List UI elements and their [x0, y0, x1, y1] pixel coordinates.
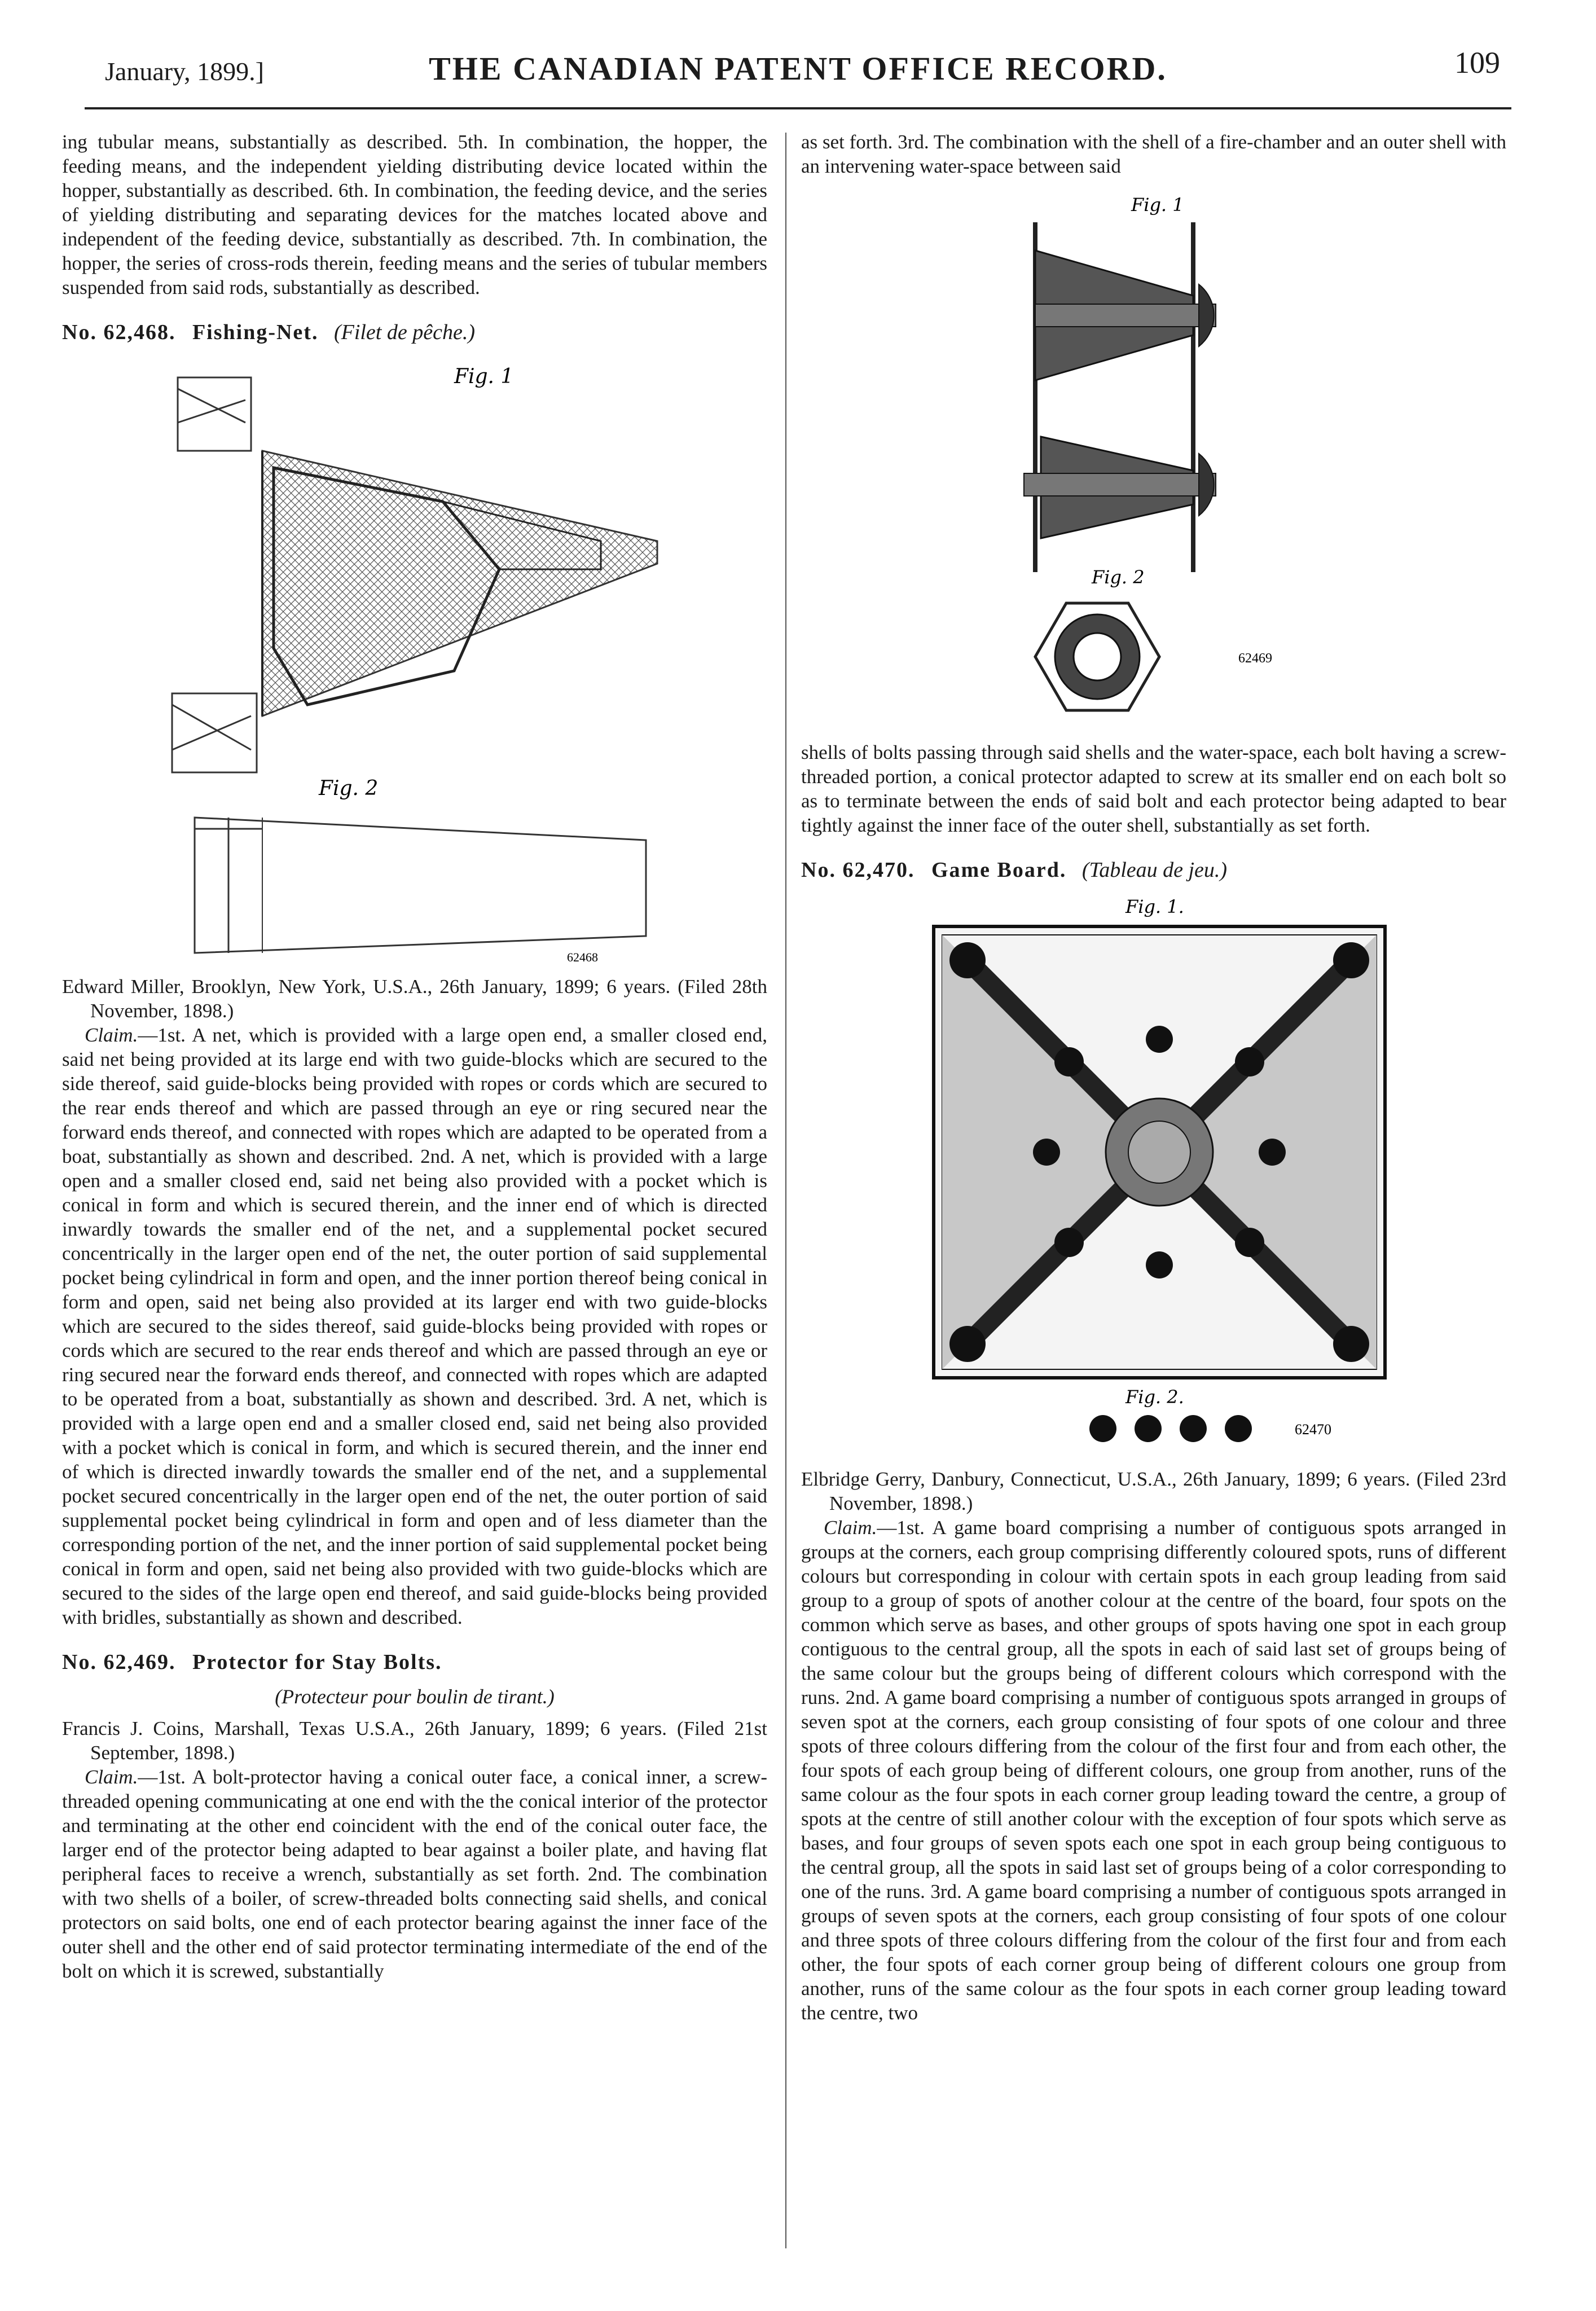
net-body: [262, 451, 657, 716]
fig2-label: Fig. 2.: [1125, 1386, 1184, 1408]
claim-label: Claim.: [85, 1766, 138, 1788]
patent-french-title: (Tableau de jeu.): [1081, 858, 1228, 882]
game-board-drawing: [900, 893, 1408, 1457]
patent-62470-claim: [801, 1515, 1506, 2025]
patent-62468-inventor: Edward Miller, Brooklyn, New York, U.S.A., 26th January, 1899; 6 years. (Filed 28th November, 1898.): [62, 976, 767, 1022]
claim-text: —1st. A game board comprising a number of contiguous spots arranged in groups at the corners, each group comprising differently coloured spots, runs of different colours but corresponding in colour with certain spots in each group leading from said group to a group of spots of another colour at the centre of the board, four spots on the common which serve as bases, and other groups of spots having one spot in each group contiguous to the central group, all the spots in each of said last set of groups being of the same colour but the groups being of different colours which correspond with the runs. 2nd. A game board comprising a number of contiguous spots arranged in groups of seven spot at the corners, each group consisting of four spots of one colour and three spots of three colours differing from the colour of the first four and from each other, the four spots of each group being of different colours, one group from another, runs of the same colour as the four spots in each corner group leading toward the centre, a group of spots at the centre of still another colour with the exception of four spots which serve as bases, and four groups of seven spots each one spot in each group being contiguous to the central group, all the spots in said last set of groups being of a color corresponding to one of the runs. 3rd. A game board comprising a number of contiguous spots arranged in groups of seven spots at the corners, each group consisting of four spots of one colour and three spots of three colours differing from the colour of the first four and from each other, the four spots of each corner group being of different colours one group from another, runs of the same colour as the four spots in each corner group leading toward the centre, two: [801, 1517, 1506, 2024]
fig1-label: Fig. 1: [454, 365, 514, 388]
patent-number: No. 62,470.: [801, 858, 915, 882]
stay-bolt-drawing: [956, 188, 1351, 730]
claim-label: Claim.: [824, 1517, 877, 1539]
claim-text: —1st. A bolt-protector having a conical outer face, a conical inner, a screw-threaded opening communicating at one end with the the conical interior of the protector and terminating at the other end coincident with the end of the conical outer face, the larger end of the protector being adapted to bear against a boiler plate, and having flat peripheral faces to receive a wrench, substantially as set forth. 2nd. The combination with two shells of a boiler, of screw-threaded bolts connecting said shells, and conical protectors on said bolts, one end of each protector bearing against the inner face of the outer shell and the other end of said protector terminating intermediate of the end of the bolt on which it is screwed, substantially: [62, 1766, 767, 1982]
patent-62469-claim: [62, 1765, 767, 1983]
fig2-label: Fig. 2: [319, 777, 379, 800]
bolt-head-top: [1199, 284, 1214, 346]
patent-62468-heading: [62, 320, 767, 345]
patent-title: Fishing-Net.: [192, 320, 319, 344]
patent-title: Game Board.: [931, 858, 1067, 882]
fig-number: 62468: [567, 950, 598, 964]
page-number: 109: [1454, 46, 1500, 80]
fig2-label: Fig. 2: [1092, 566, 1145, 588]
page-header: [85, 39, 1511, 102]
game-pieces: [1089, 1415, 1252, 1442]
patent-62469-claim-continued-2: shells of bolts passing through said shells and the water-space, each bolt having a screw-threaded portion, a conical protector adapted to screw at its smaller end on each bolt so as to terminate between the ends of said bolt and each protector being adapted to bear tightly against the inner face of the outer shell, substantially as set forth.: [801, 741, 1506, 836]
claim-label: Claim.: [85, 1024, 138, 1046]
patent-french-title: (Filet de pêche.): [333, 320, 475, 344]
left-column: [62, 130, 767, 1983]
patent-62469-claim-continued: as set forth. 3rd. The combination with the shell of a fire-chamber and an outer shell with an intervening water-space between said: [801, 131, 1506, 177]
patent-number: No. 62,468.: [62, 320, 176, 344]
header-title: THE CANADIAN PATENT OFFICE RECORD.: [429, 50, 1167, 87]
guide-block-top: [178, 377, 251, 451]
column-divider: [785, 133, 786, 2248]
claim-text: —1st. A net, which is provided with a large open end, a smaller closed end, said net being provided at its large end with two guide-blocks which are secured to the side thereof, said guide-blocks being provided with ropes or cords which are secured to the rear ends thereof and which are passed through an eye or ring secured near the forward ends thereof, and connected with ropes which are adapted to be operated from a boat, substantially as shown and described. 2nd. A net, which is provided with a large open and a smaller closed end, said net being also provided with a pocket which is conical in form and which is secured therein, and the inner end of which is directed inwardly towards the smaller end of the net, and a supplemental pocket secured concentrically in the larger open end of the net, the outer portion of said supplemental pocket being cylindrical in form and open, and the inner portion thereof being conical in form and open, said net being also provided at its larger end with two guide-blocks which are secured to the sides thereof, said guide-blocks being provided with ropes or cords which are secured to the rear ends thereof and which are passed through an eye or ring secured near the forward ends thereof, and connected with ropes which are adapted to be operated from a boat, substantially as shown and described. 3rd. A net, which is provided with a large open end and a smaller closed end, said net being also provided with a pocket which is conical in form, and which is secured therein, and the inner end of which is directed inwardly towards the smaller end of the net, and a supplemental pocket secured concentrically in the larger open end of the net, the outer portion of said supplemental pocket being cylindrical in form and open and of less diameter than the corresponding portion of the net, and the inner portion of said supplemental pocket being conical in form and open, said net being also provided with two guide-blocks which are secured to the sides of the large open end thereof, and said guide-blocks being provided with bridles, substantially as shown and described.: [62, 1024, 767, 1628]
patent-62469-inventor: Francis J. Coins, Marshall, Texas U.S.A., 26th January, 1899; 6 years. (Filed 21st September, 1898.): [62, 1717, 767, 1764]
fig-number: 62469: [1238, 651, 1272, 666]
fig-number: 62470: [1295, 1421, 1331, 1438]
fig1-label: Fig. 1.: [1125, 896, 1184, 917]
fig1-label: Fig. 1: [1131, 194, 1184, 216]
header-date: January, 1899.]: [105, 57, 264, 86]
continued-claims-text: ing tubular means, substantially as described. 5th. In combination, the hopper, the feeding means, and the independent yielding distributing device located within the hopper, substantially as described. 6th. In combination, the feeding device, and the series of yielding distributing and separating devices for the matches located above and independent of the feeding device, substantially as described. 7th. In combination, the hopper, the series of cross-rods therein, feeding means and the series of tubular members suspended from said rods, substantially as described.: [62, 131, 767, 298]
patent-62470-inventor: Elbridge Gerry, Danbury, Connecticut, U.S.A., 26th January, 1899; 6 years. (Filed 23rd November, 1898.): [801, 1468, 1506, 1514]
header-rule: [85, 107, 1511, 109]
patent-62470-heading: [801, 858, 1506, 882]
patent-62468-claim: [62, 1023, 767, 1629]
guide-block-bottom: [172, 693, 257, 772]
patent-62469-heading: [62, 1650, 767, 1675]
right-column: [801, 130, 1506, 2025]
patent-french-title: (Protecteur pour boulin de tirant.): [275, 1685, 555, 1708]
patent-title: Protector for Stay Bolts.: [192, 1650, 442, 1674]
patent-number: No. 62,469.: [62, 1650, 176, 1674]
bolt-head-bottom: [1199, 454, 1214, 516]
fishing-net-drawing: [161, 355, 669, 964]
